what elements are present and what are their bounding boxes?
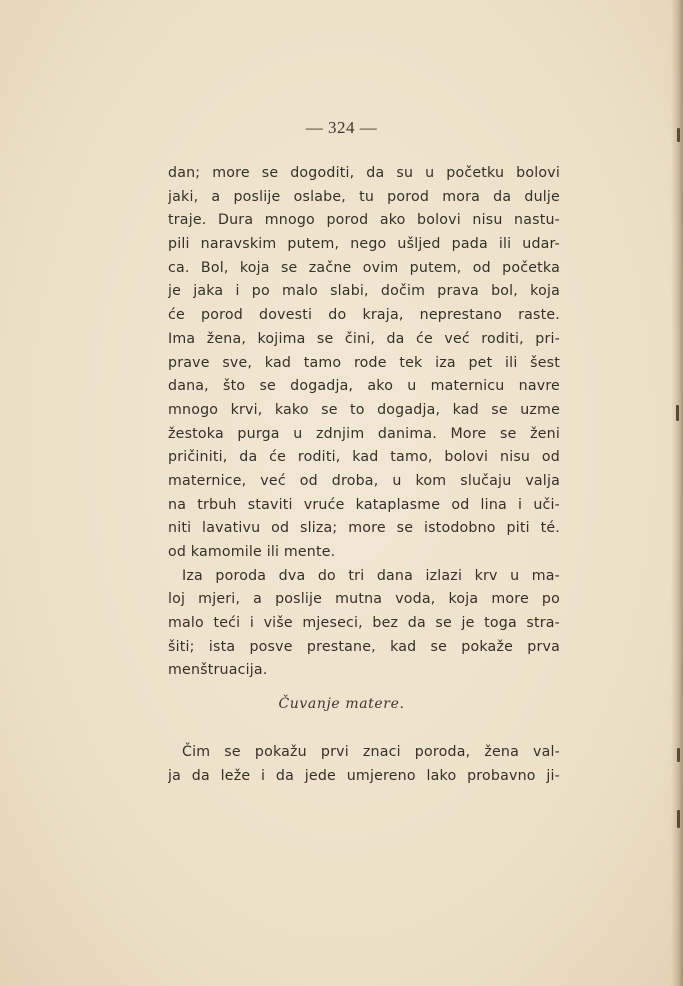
margin-mark bbox=[677, 128, 680, 142]
section-heading: Čuvanje matere. bbox=[278, 696, 405, 712]
text-line: ca. Bol, koja se začne ovim putem, od početka bbox=[168, 259, 560, 276]
text-line: menštruacija. bbox=[168, 662, 268, 679]
margin-mark bbox=[677, 810, 680, 828]
margin-mark bbox=[676, 405, 679, 421]
text-line: pričiniti, da će roditi, kad tamo, bolovi nisu od bbox=[168, 449, 560, 466]
text-line: maternice, već od droba, u kom slučaju valja bbox=[168, 472, 560, 489]
text-line: šiti; ista posve prestane, kad se pokaže prva bbox=[168, 638, 560, 655]
text-line: niti lavativu od sliza; more se istodobno piti té. bbox=[168, 520, 560, 537]
text-line: pili naravskim putem, nego ušljed pada ili udar- bbox=[168, 236, 560, 253]
text-line: malo teći i više mjeseci, bez da se je toga stra- bbox=[168, 615, 560, 632]
text-line: loj mjeri, a poslije mutna voda, koja more po bbox=[168, 591, 560, 608]
text-line: Čim se pokažu prvi znaci poroda, žena val- bbox=[182, 744, 560, 760]
text-line: će porod dovesti do kraja, neprestano raste. bbox=[168, 307, 560, 324]
text-line: na trbuh staviti vruće kataplasme od lina i uči- bbox=[168, 496, 560, 513]
text-line: Iza poroda dva do tri dana izlazi krv u ma- bbox=[182, 567, 560, 584]
margin-mark bbox=[677, 748, 680, 762]
text-line: žestoka purga u zdnjim danima. More se ženi bbox=[168, 425, 560, 442]
text-line: dan; more se dogoditi, da su u početku bolovi bbox=[168, 165, 560, 181]
body-text-bottom bbox=[168, 741, 560, 788]
text-line: jaki, a poslije oslabe, tu porod mora da dulje bbox=[168, 188, 560, 205]
text-line: Ima žena, kojima se čini, da će već roditi, pri- bbox=[168, 330, 560, 347]
page-edge-shadow bbox=[671, 0, 683, 986]
text-line: od kamomile ili mente. bbox=[168, 544, 336, 560]
text-line: traje. Dura mnogo porod ako bolovi nisu nastu- bbox=[168, 212, 560, 229]
body-text-top bbox=[168, 162, 560, 683]
text-line: je jaka i po malo slabi, dočim prava bol, koja bbox=[168, 283, 560, 300]
text-line: prave sve, kad tamo rode tek iza pet ili šest bbox=[168, 354, 560, 371]
text-line: mnogo krvi, kako se to dogadja, kad se uzme bbox=[168, 401, 560, 418]
page-number: — 324 — bbox=[305, 118, 378, 137]
text-line: dana, što se dogadja, ako u maternicu navre bbox=[168, 378, 560, 395]
text-line: ja da leže i da jede umjereno lako probavno ji- bbox=[168, 767, 560, 784]
